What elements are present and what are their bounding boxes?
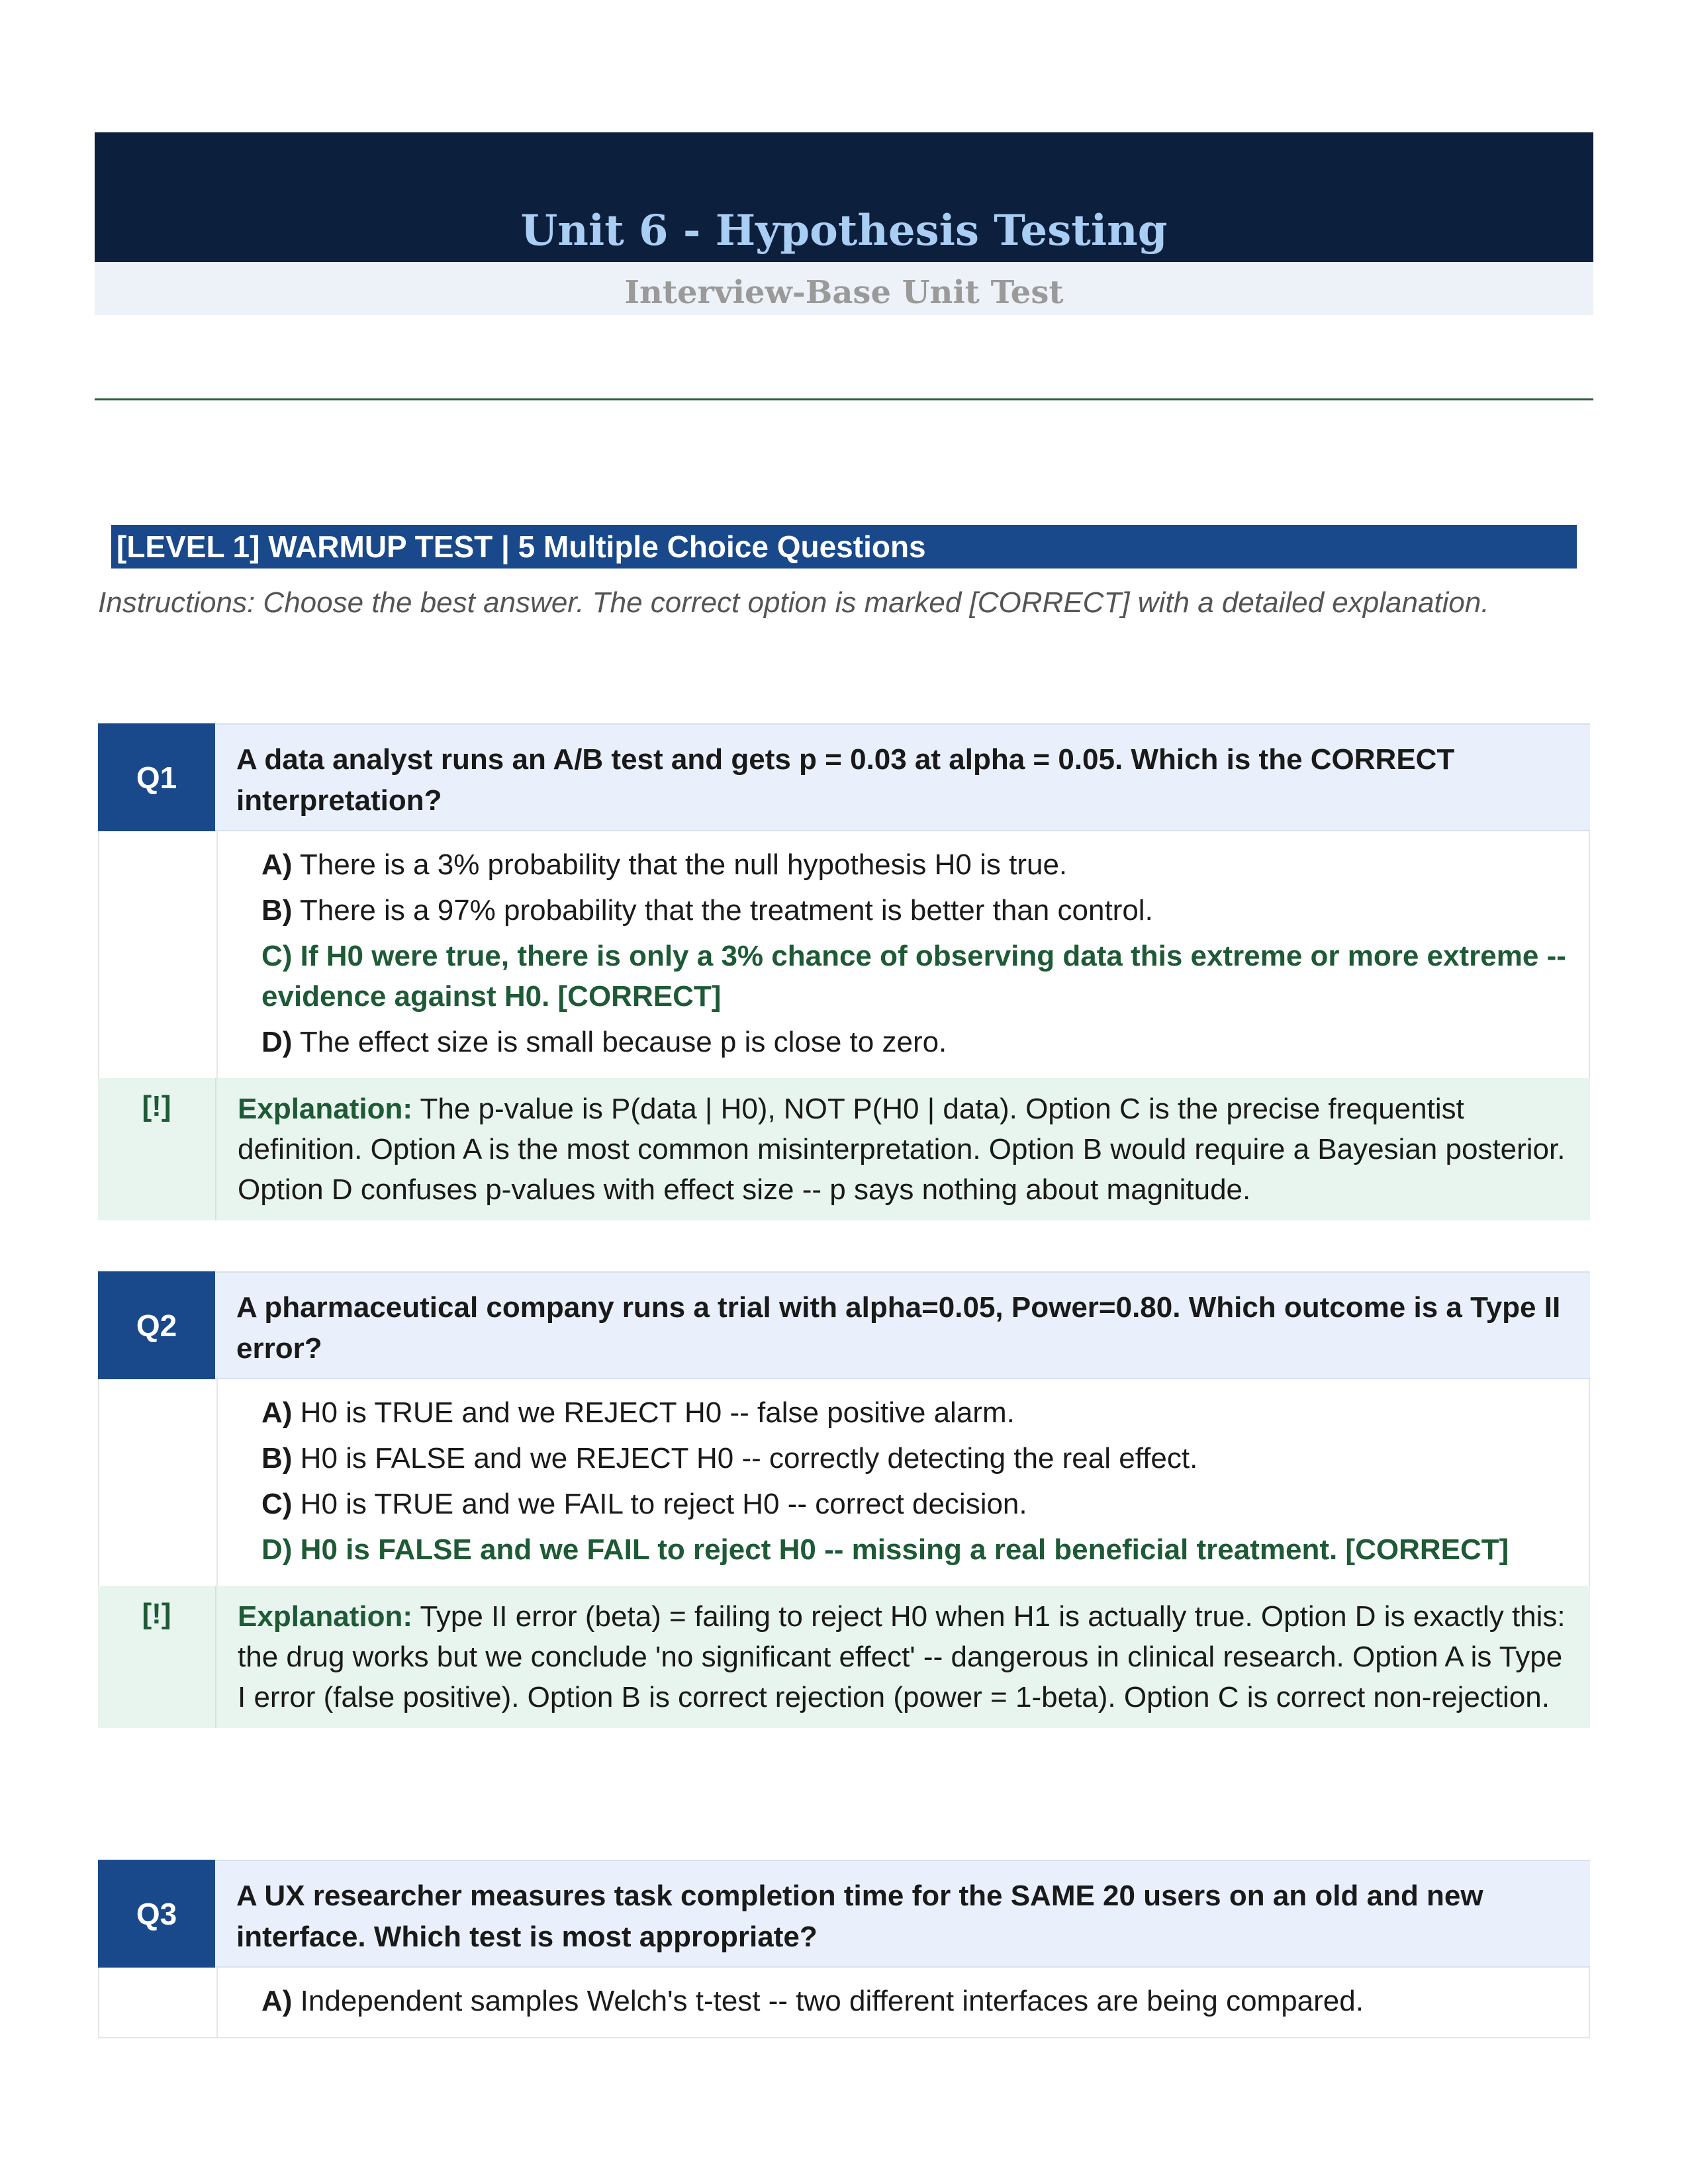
question-text: A pharmaceutical company runs a trial with alpha=0.05, Power=0.80. Which outcome is a Type II error? [215, 1271, 1590, 1379]
option-text: H0 is TRUE and we REJECT H0 -- false positive alarm. [300, 1396, 1015, 1429]
options-list [218, 831, 1590, 1078]
question-row [98, 1860, 1590, 1968]
options-list [218, 1968, 1590, 2037]
question-number: Q2 [98, 1271, 215, 1379]
question-row [98, 1271, 1590, 1379]
question-text: A data analyst runs an A/B test and gets p = 0.03 at alpha = 0.05. Which is the CORRECT interpretation? [215, 723, 1590, 831]
option-letter: B) [261, 894, 293, 927]
question-block-q1 [98, 723, 1590, 1220]
level-heading: [LEVEL 1] WARMUP TEST | 5 Multiple Choice Questions [117, 529, 926, 564]
options-list [218, 1379, 1590, 1586]
explanation-label: Explanation: [238, 1093, 413, 1125]
explanation-body: Type II error (beta) = failing to reject H0 when H1 is actually true. Option D is exactly this: the drug works but we conclude 'no significant effect' -- dangerous in clinical research. Option A is Type I error (false positive). Option B is correct rejection (power = 1-beta). Option C is correct non-rejection. [238, 1600, 1566, 1713]
question-row [98, 723, 1590, 831]
option-b[interactable] [261, 890, 1570, 931]
options-gutter [98, 1968, 218, 2037]
option-text: H0 is FALSE and we FAIL to reject H0 -- missing a real beneficial treatment. [CORRECT] [300, 1533, 1509, 1566]
option-letter: A) [261, 848, 293, 881]
page-title: Unit 6 - Hypothesis Testing [520, 206, 1168, 255]
options-gutter [98, 1379, 218, 1586]
explanation-label: Explanation: [238, 1600, 413, 1633]
instructions: Instructions: Choose the best answer. The correct option is marked [CORRECT] with a detailed explanation. [98, 586, 1489, 619]
explanation-text [216, 1078, 1590, 1220]
explanation-text [216, 1586, 1590, 1728]
page-subtitle: Interview-Base Unit Test [624, 274, 1064, 311]
option-letter: A) [261, 1396, 293, 1429]
explanation-row [98, 1078, 1590, 1220]
explanation-body: The p-value is P(data | H0), NOT P(H0 | data). Option C is the precise frequentist definition. Option A is the most common misinterpretation. Option B would require a Bayesian posterior. Option D confuses p-values with effect size -- p says nothing about magnitude. [238, 1093, 1566, 1206]
question-block-q2 [98, 1271, 1590, 1728]
option-letter: D) [261, 1026, 293, 1058]
options-row [98, 1968, 1590, 2038]
option-text: There is a 97% probability that the treatment is better than control. [299, 894, 1153, 927]
title-banner [95, 132, 1593, 262]
option-c[interactable] [261, 1484, 1570, 1524]
option-d-correct[interactable] [261, 1529, 1570, 1570]
option-letter: B) [261, 1442, 293, 1475]
question-number: Q3 [98, 1860, 215, 1968]
option-letter: C) [261, 1488, 293, 1520]
level-heading-bar [111, 525, 1577, 569]
options-row [98, 831, 1590, 1078]
option-a[interactable] [261, 1981, 1570, 2021]
option-text: If H0 were true, there is only a 3% chance of observing data this extreme or more extreme -- evidence against H0. [CORRECT] [261, 940, 1566, 1013]
explanation-marker: [!] [98, 1078, 216, 1220]
option-letter: D) [261, 1533, 293, 1566]
option-d[interactable] [261, 1022, 1570, 1062]
question-number: Q1 [98, 723, 215, 831]
option-a[interactable] [261, 844, 1570, 885]
option-text: There is a 3% probability that the null hypothesis H0 is true. [299, 848, 1068, 881]
option-text: H0 is TRUE and we FAIL to reject H0 -- correct decision. [300, 1488, 1027, 1520]
explanation-marker: [!] [98, 1586, 216, 1728]
option-text: H0 is FALSE and we REJECT H0 -- correctly detecting the real effect. [300, 1442, 1198, 1475]
subtitle-bar [95, 262, 1593, 315]
option-c-correct[interactable] [261, 936, 1570, 1017]
option-b[interactable] [261, 1438, 1570, 1479]
options-row [98, 1379, 1590, 1586]
question-text: A UX researcher measures task completion time for the SAME 20 users on an old and new interface. Which test is most appropriate? [215, 1860, 1590, 1968]
explanation-row [98, 1586, 1590, 1728]
option-letter: C) [261, 940, 293, 972]
options-gutter [98, 831, 218, 1078]
question-block-q3 [98, 1860, 1590, 2038]
option-letter: A) [261, 1985, 293, 2017]
option-a[interactable] [261, 1392, 1570, 1433]
option-text: The effect size is small because p is close to zero. [299, 1026, 947, 1058]
option-text: Independent samples Welch's t-test -- two different interfaces are being compared. [300, 1985, 1364, 2017]
header-divider [95, 398, 1593, 400]
